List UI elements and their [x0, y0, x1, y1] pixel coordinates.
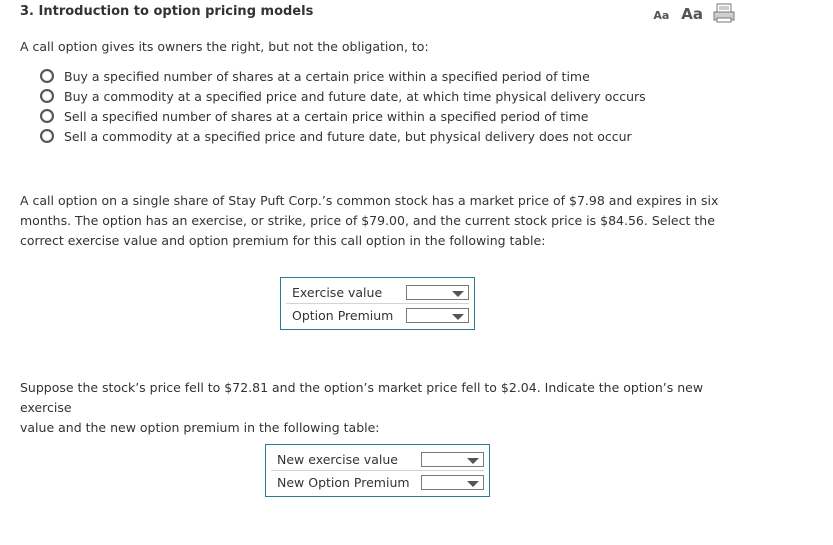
- question2-text: [20, 191, 740, 251]
- choice-option-2[interactable]: [40, 86, 646, 106]
- question3-line-1: Suppose the stock’s price fell to $72.81 and the option’s market price fell to $2.04. Indicate the option’s new exercise: [20, 380, 704, 415]
- new-exercise-value-dropdown[interactable]: [421, 452, 484, 467]
- choice-option-3[interactable]: [40, 106, 646, 126]
- radio-icon[interactable]: [40, 109, 54, 123]
- new-option-premium-label: New Option Premium: [277, 474, 410, 490]
- answer-table-2: [265, 444, 490, 497]
- question1-prompt: A call option gives its owners the right, but not the obligation, to:: [20, 39, 429, 54]
- option-premium-row: [286, 303, 469, 326]
- exercise-value-row: [286, 281, 469, 303]
- new-exercise-value-label: New exercise value: [277, 451, 398, 467]
- question3-text: [20, 378, 740, 438]
- text-size-large-button[interactable]: Aa: [681, 5, 703, 23]
- exercise-value-label: Exercise value: [292, 284, 383, 300]
- option-premium-dropdown[interactable]: [406, 308, 469, 323]
- text-size-small-button[interactable]: Aa: [653, 9, 670, 22]
- new-exercise-value-row: [271, 448, 484, 470]
- radio-icon[interactable]: [40, 89, 54, 103]
- chevron-down-icon: [452, 314, 464, 320]
- question-title: 3. Introduction to option pricing models: [20, 4, 314, 19]
- choice-option-4[interactable]: [40, 126, 646, 146]
- chevron-down-icon: [467, 481, 479, 487]
- text-size-tools: [653, 3, 735, 23]
- question2-line-3: correct exercise value and option premium for this call option in the following table:: [20, 233, 546, 248]
- question3-line-2: value and the new option premium in the following table:: [20, 420, 380, 435]
- chevron-down-icon: [467, 458, 479, 464]
- choice-label: Sell a specified number of shares at a certain price within a specified period of time: [64, 108, 589, 124]
- question2-line-1: A call option on a single share of Stay Puft Corp.’s common stock has a market price of $7.98 and expires in six: [20, 193, 719, 208]
- new-option-premium-row: [271, 470, 484, 493]
- choice-label: Sell a commodity at a specified price and future date, but physical delivery does not occur: [64, 128, 632, 144]
- new-option-premium-dropdown[interactable]: [421, 475, 484, 490]
- question2-line-2: months. The option has an exercise, or strike, price of $79.00, and the current stock price is $84.56. Select the: [20, 213, 715, 228]
- choice-label: Buy a specified number of shares at a certain price within a specified period of time: [64, 68, 590, 84]
- chevron-down-icon: [452, 291, 464, 297]
- radio-icon[interactable]: [40, 129, 54, 143]
- choice-option-1[interactable]: [40, 66, 646, 86]
- radio-icon[interactable]: [40, 69, 54, 83]
- choice-label: Buy a commodity at a specified price and future date, at which time physical delivery occurs: [64, 88, 646, 104]
- print-icon[interactable]: [713, 3, 735, 23]
- answer-table-1: [280, 277, 475, 330]
- option-premium-label: Option Premium: [292, 307, 394, 323]
- exercise-value-dropdown[interactable]: [406, 285, 469, 300]
- call-option-choices: [40, 66, 646, 146]
